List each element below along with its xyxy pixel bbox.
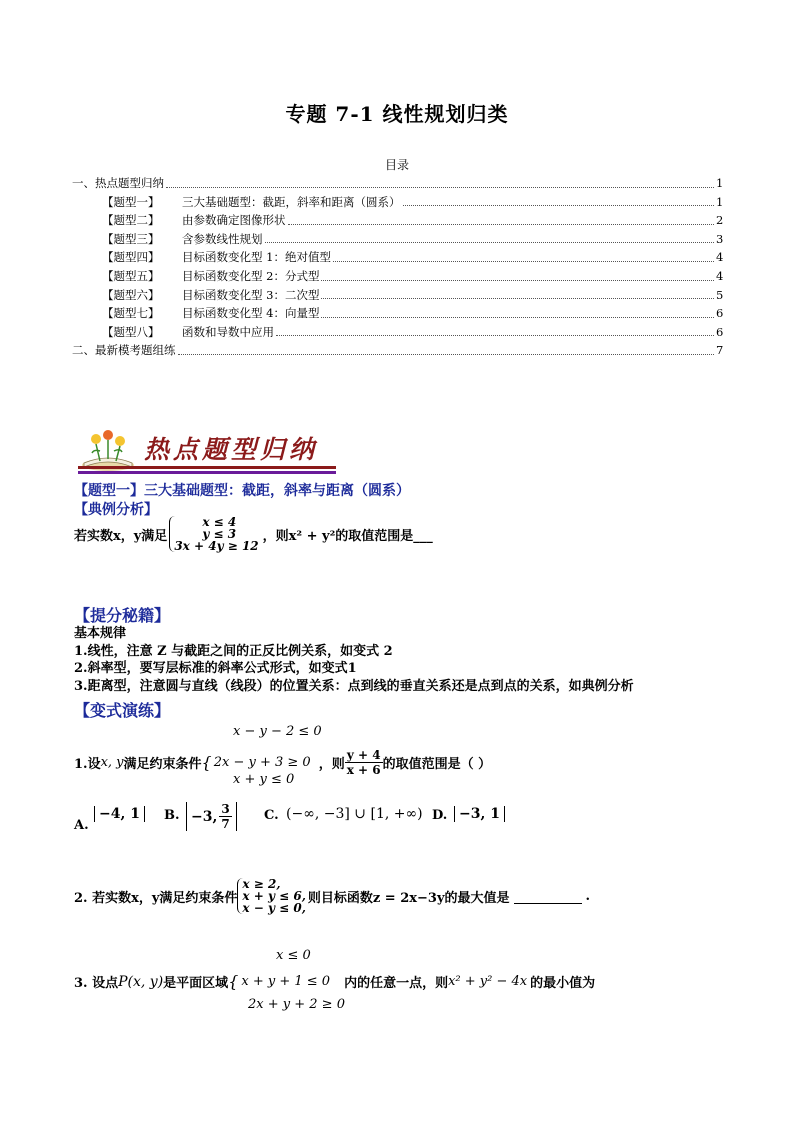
toc-leader-dots — [333, 260, 714, 262]
toc-entry-label: 二、最新模考题组练 — [72, 343, 176, 358]
toc-leader-dots — [403, 204, 715, 206]
q1-fraction-denominator: x + 6 — [346, 763, 381, 777]
toc-leader-dots — [288, 223, 715, 225]
q2-prefix: 2. 若实数x，y满足约束条件 — [74, 890, 238, 906]
q1-constraint-2: 2x − y + 3 ≥ 0 — [213, 755, 311, 770]
toc-entry-page: 7 — [716, 343, 724, 358]
constraint: x ≥ 2, — [242, 877, 281, 891]
toc-entry-page: 6 — [716, 324, 724, 339]
option-b-denominator: 7 — [221, 817, 230, 831]
banner-divider-purple — [78, 471, 336, 474]
example-problem — [74, 516, 433, 552]
toc-entry-tag: 【题型四】 — [102, 250, 160, 265]
toc-entry-page: 1 — [716, 194, 724, 209]
toc-entry-tag: 【题型八】 — [102, 324, 160, 339]
q3-constraint-3: 2x + y + 2 ≥ 0 — [248, 997, 345, 1012]
toc-entry[interactable] — [72, 341, 722, 360]
q3-mid: 是平面区域 — [163, 976, 229, 991]
toc-entry[interactable] — [72, 211, 722, 230]
toc-entry-label: 目标函数变化型 3：二次型 — [182, 287, 320, 302]
toc-entry-page: 1 — [716, 176, 724, 190]
option-c-value: (−∞, −3] ∪ [1, +∞) — [286, 806, 423, 822]
toc-leader-dots — [321, 316, 714, 318]
q1-prefix: 1.设 — [74, 757, 101, 772]
q1-vars: x, y — [100, 755, 124, 770]
q1-then: ，则 — [318, 757, 345, 772]
tip-item: 1.线性，注意 Z 与截距之间的正反比例关系，如变式 2 — [74, 643, 393, 659]
toc-leader-dots — [178, 353, 715, 355]
q3-point: P(x, y) — [118, 973, 164, 990]
toc-entry[interactable] — [72, 323, 722, 342]
example-suffix: ，则x² + y²的取值范围是___ — [262, 528, 433, 544]
table-of-contents — [72, 174, 722, 360]
toc-leader-dots — [321, 279, 714, 281]
toc-entry-tag: 【题型三】 — [102, 231, 160, 246]
answer-blank[interactable] — [514, 889, 582, 904]
constraint: x + y ≤ 6, — [242, 889, 306, 903]
toc-heading: 目录 — [384, 158, 409, 172]
option-b-left: −3, — [191, 808, 218, 825]
toc-entry-label: 由参数确定图像形状 — [182, 213, 286, 228]
q3-expression: x² + y² − 4x — [448, 974, 528, 989]
tips-list — [74, 625, 634, 695]
q3-constraint-2: x + y + 1 ≤ 0 — [241, 974, 331, 989]
toc-entry[interactable] — [72, 304, 722, 323]
q2-constraints — [237, 878, 305, 914]
toc-entry[interactable] — [72, 193, 722, 212]
tip-item: 2.斜率型，要写层标准的斜率公式形式，如变式1 — [74, 661, 357, 676]
practice-label: 【变式演练】 — [74, 701, 171, 720]
q3-suffix-1: 内的任意一点，则 — [344, 976, 449, 991]
question-2 — [74, 878, 590, 914]
option-d-label: D. — [432, 808, 448, 823]
toc-entry-label: 目标函数变化型 2：分式型 — [182, 268, 320, 283]
toc-entry-tag: 【题型二】 — [102, 213, 160, 228]
toc-entry-label: 一、热点题型归纳 — [72, 176, 164, 190]
example-prefix: 若实数x，y满足 — [74, 528, 168, 544]
toc-entry-page: 6 — [716, 306, 724, 321]
toc-entry-tag: 【题型七】 — [102, 306, 160, 321]
banner-divider-red — [78, 466, 336, 469]
q3-prefix: 3. 设点 — [74, 976, 119, 991]
toc-entry-page: 4 — [716, 250, 724, 265]
constraint: x ≤ 4 — [202, 515, 237, 529]
q1-constraint-1: x − y − 2 ≤ 0 — [233, 724, 322, 739]
option-a-label: A. — [74, 818, 89, 833]
toc-entry-tag: 【题型一】 — [102, 194, 160, 209]
q2-suffix: 则目标函数z = 2x−3y的最大值是 — [307, 890, 510, 906]
toc-entry[interactable] — [72, 267, 722, 286]
option-c-label: C. — [264, 808, 279, 823]
tip-item: 基本规律 — [74, 626, 127, 641]
toc-entry-label: 含参数线性规划 — [182, 231, 263, 246]
q2-end: . — [585, 888, 591, 904]
toc-entry[interactable] — [72, 286, 722, 305]
constraint: 3x + 4y ≥ 12 — [174, 539, 259, 553]
section-title: 【题型一】三大基础题型：截距，斜率与距离（圆系） — [74, 483, 410, 499]
toc-entry-tag: 【题型五】 — [102, 268, 160, 283]
constraint: y ≤ 3 — [202, 527, 237, 541]
question-3 — [74, 972, 595, 991]
q1-brace: { — [201, 753, 212, 772]
toc-leader-dots — [276, 334, 714, 336]
toc-entry-page: 2 — [716, 213, 724, 228]
option-b-numerator: 3 — [221, 802, 230, 816]
q3-brace: { — [228, 972, 239, 991]
q1-mid: 满足约束条件 — [123, 757, 202, 772]
page-title: 专题 7-1 线性规划归类 — [285, 102, 509, 126]
option-a-value: −4, 1 — [94, 806, 145, 822]
toc-leader-dots — [321, 297, 714, 299]
toc-entry-page: 4 — [716, 268, 724, 283]
tip-item: 3.距离型，注意圆与直线（线段）的位置关系：点到线的垂直关系还是点到点的关系，如典例分析 — [74, 678, 634, 694]
q3-suffix-2: 的最小值为 — [530, 976, 596, 991]
toc-entry-label: 三大基础题型：截距，斜率和距离（圆系） — [182, 194, 401, 209]
toc-entry-label: 目标函数变化型 4：向量型 — [182, 306, 320, 321]
q1-fraction — [345, 748, 383, 777]
toc-leader-dots — [166, 186, 714, 188]
toc-entry[interactable] — [72, 230, 722, 249]
toc-entry-page: 3 — [716, 231, 724, 246]
q1-constraint-3: x + y ≤ 0 — [233, 772, 295, 787]
toc-leader-dots — [265, 241, 715, 243]
toc-entry[interactable] — [72, 248, 722, 267]
constraint: x − y ≤ 0, — [242, 901, 306, 915]
q1-suffix: 的取值范围是（ ） — [382, 757, 492, 772]
toc-entry-tag: 【题型六】 — [102, 287, 160, 302]
option-b-fraction — [219, 802, 231, 831]
option-b-value — [186, 802, 237, 831]
toc-entry-page: 5 — [716, 287, 724, 302]
tips-label: 【提分秘籍】 — [74, 606, 171, 625]
q1-fraction-numerator: y + 4 — [345, 748, 383, 763]
q3-constraint-1: x ≤ 0 — [276, 948, 311, 963]
option-b-label: B. — [164, 808, 180, 823]
toc-entry[interactable] — [72, 174, 722, 193]
option-d-value: −3, 1 — [454, 806, 505, 822]
example-label: 【典例分析】 — [74, 502, 158, 518]
toc-entry-label: 目标函数变化型 1：绝对值型 — [182, 250, 331, 265]
toc-entry-label: 函数和导数中应用 — [182, 324, 274, 339]
q1-options — [74, 802, 734, 836]
banner-title: 热点题型归纳 — [144, 435, 319, 464]
example-constraints — [169, 516, 258, 552]
